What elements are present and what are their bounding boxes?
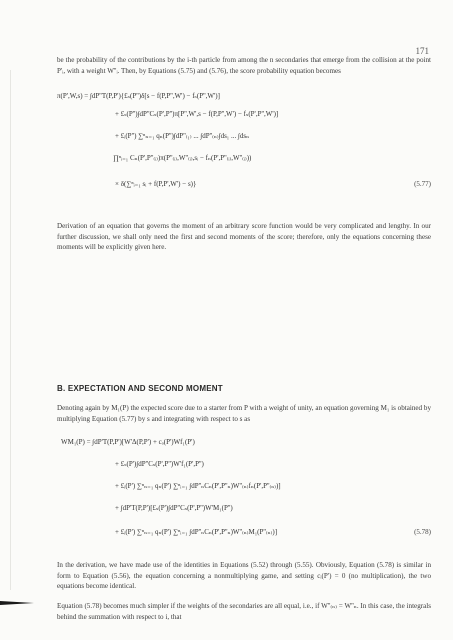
paragraph-identities: In the derivation, we have made use of the identities in Equations (5.52) through (5.55). Obviously, Equation (5.78) is similar in form to Equation (5.56), the equation concerning a nonmultiplying game, and setting cᵢ(P') = 0 (no multiplication), the two equations become identical. bbox=[57, 561, 431, 591]
equation-line: + £ᵢ(P'') ∑ⁿₙ₌₁ qₙ(P'')∫dP''₍₁₎ ... ∫dP''₍ₙ₎∫ds₁ ... ∫dsₙ bbox=[115, 132, 250, 140]
equation-line: ∏ⁿᵢ₌₁ Cₙ(P',P''₍ᵢ₎)π(P''₍ᵢ₎,W''₍ᵢ₎,sᵢ − fₙ(P',P''₍ᵢ₎,W''₍ᵢ₎)) bbox=[113, 154, 252, 162]
equation-line: + £ᵢ(P') ∑ⁿₙ₌₁ qₙ(P') ∑ⁿᵢ₌₁ ∫dP''ₙCₙ(P',P''ₙ)W''₍ₙ₎M₁(P''₍ₙ₎)] bbox=[115, 528, 278, 536]
equation-line: π(P',W,s) = ∫dP''T(P,P'){£ₛ(P'')δ[s − f(P,P'',W') − fₛ(P'',W')] bbox=[57, 92, 220, 100]
scan-margin-shadow bbox=[10, 70, 11, 590]
section-heading: B. EXPECTATION AND SECOND MOMENT bbox=[57, 384, 223, 393]
equation-5-78 bbox=[57, 438, 431, 550]
page-number: 171 bbox=[415, 46, 429, 56]
equation-number: (5.78) bbox=[414, 528, 431, 536]
equation-5-77 bbox=[57, 92, 431, 207]
paragraph-equal-weights: Equation (5.78) becomes much simpler if the weights of the secondaries are all equal, i.e., if W''₍ₙ₎ = W''ₙ. In this case, the integrals behind the summation with respect to i, that bbox=[57, 602, 431, 621]
equation-line: WM₁(P) = ∫dP'T(P,P')[W'Δ(P,P') + cₒ(P')Wf₁(P') bbox=[61, 438, 195, 446]
paragraph-expected-score: Denoting again by M₁(P) the expected score due to a starter from P with a weight of unity, an equation governing M₁ is obtained by multiplying Equation (5.77) by s and integrating with respect to s as bbox=[57, 404, 431, 423]
equation-line: + ∫dP'T(P,P')[£ₛ(P')∫dP''Cₛ(P',P'')W'M₁(P'') bbox=[115, 504, 233, 512]
binding-mark bbox=[0, 600, 34, 605]
equation-line: × δ(∑ⁿᵢ₌₁ sᵢ + f(P,P',W') − s)} bbox=[115, 180, 197, 188]
equation-line: + £ₛ(P'')∫dP''Cₛ(P',P'')π[P'',W',s − f(P,P'',W') − fₛ(P',P'',W')] bbox=[115, 110, 279, 118]
equation-number: (5.77) bbox=[414, 180, 431, 188]
equation-line: + £ₛ(P')∫dP''Cₛ(P',P'')W'f₁(P',P'') bbox=[115, 460, 204, 468]
paragraph-derivation: Derivation of an equation that governs the moment of an arbitrary score function would be very complicated and lengthy. In our further discussion, we shall only need the first and second moments of the score; therefore, only the equations concerning these moments will be explicitly given here. bbox=[57, 222, 431, 252]
paragraph-intro: be the probability of the contributions by the i-th particle from among the n secondaries that emerge from the collision at the point P'ᵢ, with a weight W''ᵢ. Then, by Equations (5.75) and (5.76), the score probability equation becomes bbox=[57, 56, 431, 75]
equation-line: + £ᵢ(P') ∑ⁿₙ₌₁ qₙ(P') ∑ⁿᵢ₌₁ ∫dP''ₙCₙ(P',P''ₙ)W''₍ₙ₎fₙ(P',P''₍ₙ₎)] bbox=[115, 482, 281, 490]
